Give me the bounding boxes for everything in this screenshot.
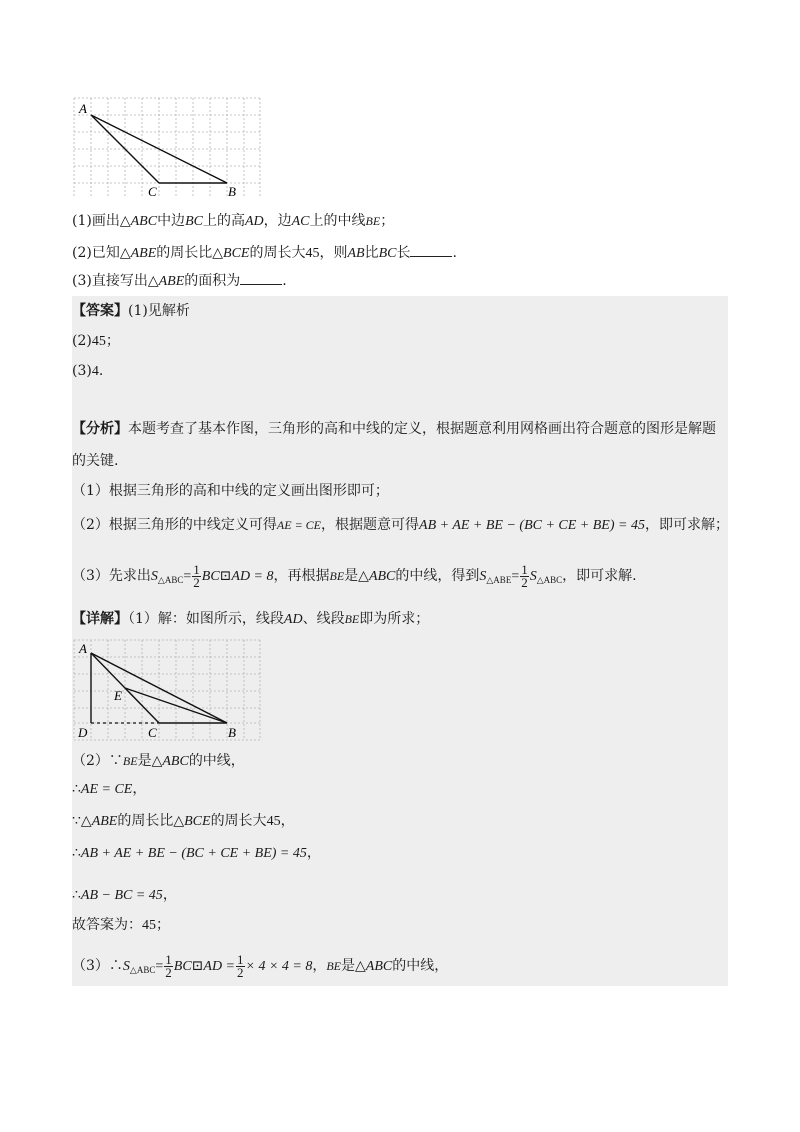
detail-line-6: ∴AB − BC = 45， <box>72 887 177 903</box>
answer-blank <box>240 272 282 285</box>
detail-line-4: ∵△ABE的周长比△BCE的周长大45， <box>72 813 295 829</box>
triangle-figure-2 <box>70 636 266 744</box>
answer-line-2: (2)45； <box>72 333 120 349</box>
analysis-step-3: （3）先求出$S_{\triangle ABC}=$ $\frac{1}{2}$ BC⊡AD = 8，再根据BE是△ABC的中线，得到$S_{\triangle ABE}=$ $\frac{1}{2}$ $S_{\triangle ABC}$，即可求解. <box>72 561 637 590</box>
answer-line-1: 【答案】(1)见解析 <box>72 303 190 319</box>
detail-line-3: ∴AE = CE， <box>72 781 147 797</box>
answer-line-3: (3)4. <box>72 363 104 379</box>
analysis-line-1: 【分析】本题考查了基本作图，三角形的高和中线的定义，根据题意利用网格画出符合题意的图形是解题 <box>72 421 716 437</box>
question-3: (3)直接写出△ABE的面积为 . <box>72 273 287 289</box>
label-e: E <box>114 688 122 703</box>
analysis-line-2: 的关键. <box>72 453 119 469</box>
detail-line-1: 【详解】（1）解：如图所示，线段AD、线段BE即为所求； <box>72 611 430 627</box>
detail-line-8: $(3)\therefore S_{\triangle ABC}=$ $\frac{1}{2}$ BC⊡AD = $\frac{1}{2}$ × 4 × 4 = 8，BE是△ABC的中线， <box>72 951 449 980</box>
label-b: B <box>228 184 236 199</box>
label-c: C <box>148 725 157 740</box>
label-a: A <box>79 101 87 116</box>
label-c: C <box>148 184 157 199</box>
triangle-figure-1 <box>70 92 266 200</box>
segment-ac <box>91 115 159 183</box>
question-2: (2)已知△ABE的周长比△BCE的周长大45，则AB比BC长 . <box>72 245 457 261</box>
label-a: A <box>79 641 87 656</box>
detail-line-5: ∴AB + AE + BE − (BC + CE + BE) = 45， <box>72 845 321 861</box>
answer-blank <box>410 244 452 257</box>
analysis-step-2: （2）根据三角形的中线定义可得AE = CE，根据题意可得AB + AE + BE − (BC + CE + BE) = 45，即可求解； <box>72 517 729 533</box>
detail-line-2: （2）∵BE是△ABC的中线， <box>72 753 245 769</box>
analysis-step-1: （1）根据三角形的高和中线的定义画出图形即可； <box>72 483 389 499</box>
label-d: D <box>78 725 88 740</box>
question-1: (1)画出△ABC中边BC上的高AD，边AC上的中线BE； <box>72 213 395 229</box>
label-b: B <box>228 725 236 740</box>
detail-line-7: 故答案为：45； <box>72 917 170 933</box>
